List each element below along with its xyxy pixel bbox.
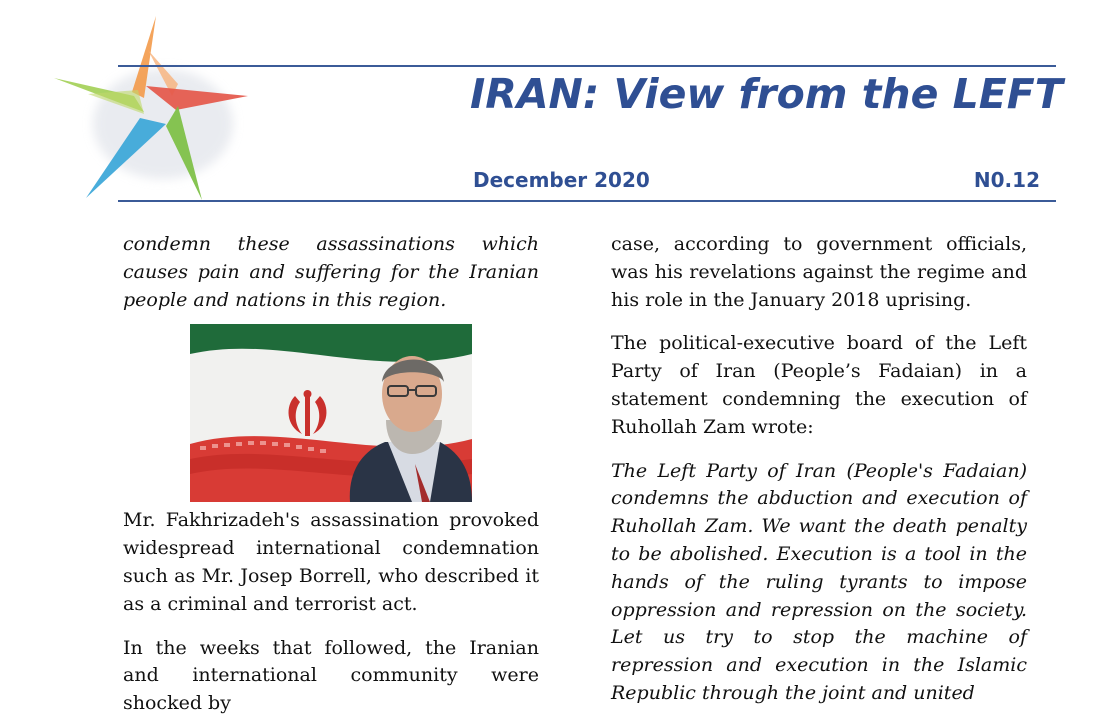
masthead-rule-top xyxy=(118,65,1056,67)
masthead-rule-bottom xyxy=(118,200,1056,202)
issue-date: December 2020 xyxy=(473,168,650,192)
star-logo-icon xyxy=(48,14,258,214)
right-paragraph-1: case, according to government officials, was his revelations against the regime and his role in the January 2018 uprising. xyxy=(611,233,1027,311)
right-quote: The Left Party of Iran (People's Fadaian) condemns the abduction and execution of Ruhollah Zam. We want the death penalty to be abolished. Execution is a tool in the hands of the ruling tyrants to impose oppression and repression on the society. Let us try to stop the machine of repression and execution in the Islamic Republic through the joint and united xyxy=(611,459,1027,704)
left-column xyxy=(123,231,539,718)
left-paragraph-2: In the weeks that followed, the Iranian and international community were shocked by xyxy=(123,636,539,715)
masthead-title: IRAN: View from the LEFT xyxy=(470,70,1063,118)
portrait-with-flag-photo xyxy=(190,324,472,502)
left-intro-paragraph: condemn these assassinations which causes pain and suffering for the Iranian people and nations in this region. xyxy=(123,233,539,311)
left-paragraph-1: Mr. Fakhrizadeh's assassination provoked widespread international condemnation such as Mr. Josep Borrell, who described it as a criminal and terrorist act. xyxy=(123,509,539,615)
right-paragraph-2: The political-executive board of the Left Party of Iran (People’s Fadaian) in a statement condemning the execution of Ruhollah Zam wrote: xyxy=(611,332,1027,438)
issue-number: N0.12 xyxy=(973,168,1040,192)
right-column xyxy=(611,231,1027,708)
